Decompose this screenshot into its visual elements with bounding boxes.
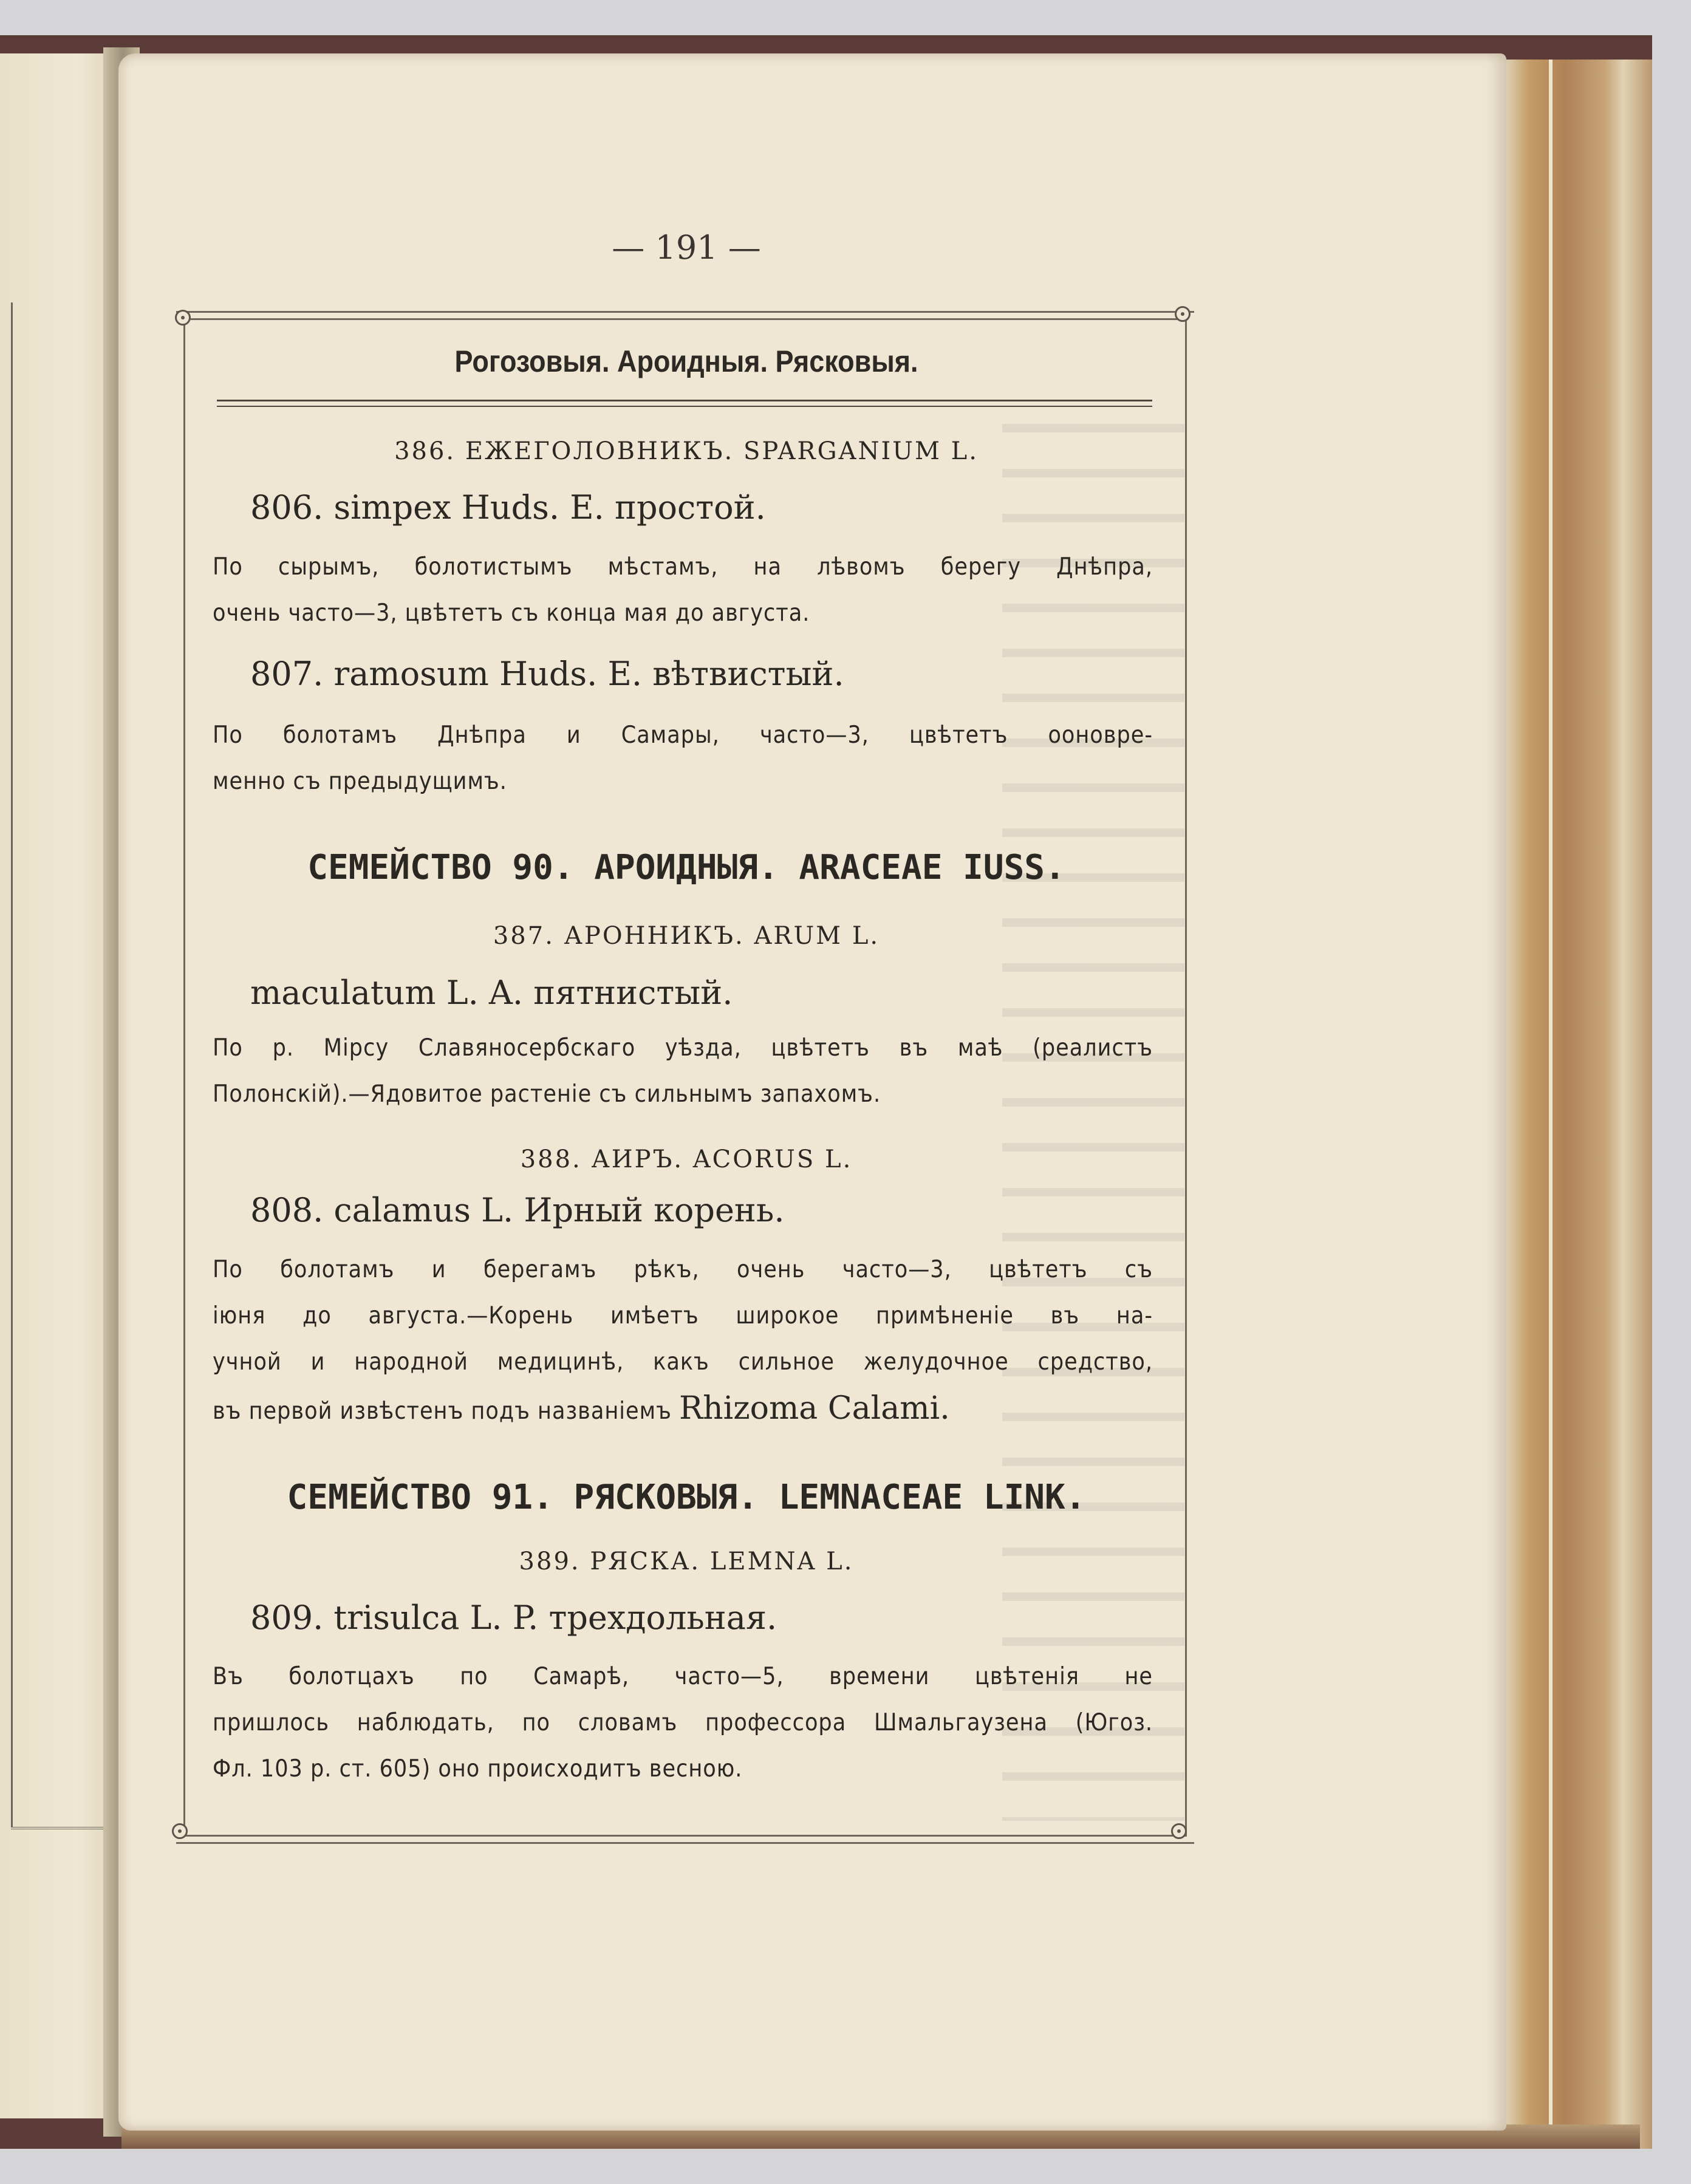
species-entry: 808. calamus L. Ирный корень. [250, 1191, 785, 1229]
genus-heading: 386. ЕЖЕГОЛОВНИКЪ. SPARGANIUM L. [394, 437, 979, 465]
text-line: Въ болотцахъ по Самарѣ, часто—5, времени цвѣтенія не [213, 1663, 1153, 1690]
text-fragment: въ первой извѣстенъ подъ названіемъ [213, 1397, 672, 1425]
text-line: учной и народной медицинѣ, какъ сильное желудочное средство, [213, 1348, 1153, 1376]
head-rule [217, 400, 1152, 407]
text-line: По болотамъ и берегамъ рѣкъ, очень часто—3, цвѣтетъ съ [213, 1256, 1153, 1283]
latin-term: Rhizoma Calami. [679, 1390, 950, 1427]
species-entry: 809. trisulca L. P. трехдольная. [250, 1599, 777, 1637]
text-line [213, 1385, 1153, 1435]
species-description [213, 544, 1153, 636]
text-line: Полонскій).—Ядовитое растеніе съ сильнымъ запахомъ. [213, 1080, 881, 1108]
family-heading: СЕМЕЙСТВО 90. АРОИДНЫЯ. ARACEAE IUSS. [307, 848, 1065, 887]
species-entry: maculatum L. A. пятнистый. [250, 974, 733, 1012]
genus-heading: 387. АРОННИКЪ. ARUM L. [493, 922, 880, 950]
frame-corner-ornament [175, 310, 191, 326]
frame-corner-ornament [1171, 1823, 1187, 1839]
page-edge-stack [1494, 60, 1652, 2149]
text-line: По болотамъ Днѣпра и Самары, часто—3, цвѣтетъ ооновре- [213, 722, 1153, 749]
book-scan [0, 35, 1652, 2149]
left-page-frame [11, 302, 13, 1827]
text-line: пришлось наблюдать, по словамъ профессора Шмальгаузена (Югоз. [213, 1709, 1153, 1736]
species-description [213, 1025, 1153, 1118]
genus-heading: 389. РЯСКА. LEMNA L. [519, 1548, 854, 1575]
text-line: По сырымъ, болотистымъ мѣстамъ, на лѣвомъ берегу Днѣпра, [213, 553, 1153, 581]
text-line: іюня до августа.—Корень имѣетъ широкое примѣненіе въ на- [213, 1302, 1153, 1329]
text-line: менно съ предыдущимъ. [213, 768, 507, 795]
genus-heading: 388. АИРЪ. ACORUS L. [520, 1145, 853, 1173]
species-description [213, 1654, 1153, 1792]
running-head: Рогозовыя. Ароидныя. Рясковыя. [454, 344, 918, 378]
species-description [213, 1247, 1153, 1435]
text-line: По р. Мірсу Славяносербскаго уѣзда, цвѣтетъ въ маѣ (реалистъ [213, 1034, 1153, 1062]
text-line: очень часто—3, цвѣтетъ съ конца мая до августа. [213, 599, 810, 627]
frame-corner-ornament [1175, 306, 1191, 322]
species-entry: 807. ramosum Huds. E. вѣтвистый. [250, 655, 844, 693]
species-entry: 806. simpex Huds. E. простой. [250, 488, 766, 527]
text-line: Фл. 103 р. ст. 605) оно происходитъ весною. [213, 1755, 743, 1783]
family-heading: СЕМЕЙСТВО 91. РЯСКОВЫЯ. LEMNACEAE LINK. [287, 1478, 1086, 1517]
page-number: — 191 — [612, 228, 761, 267]
frame-corner-ornament [172, 1823, 188, 1839]
species-description [213, 712, 1153, 805]
